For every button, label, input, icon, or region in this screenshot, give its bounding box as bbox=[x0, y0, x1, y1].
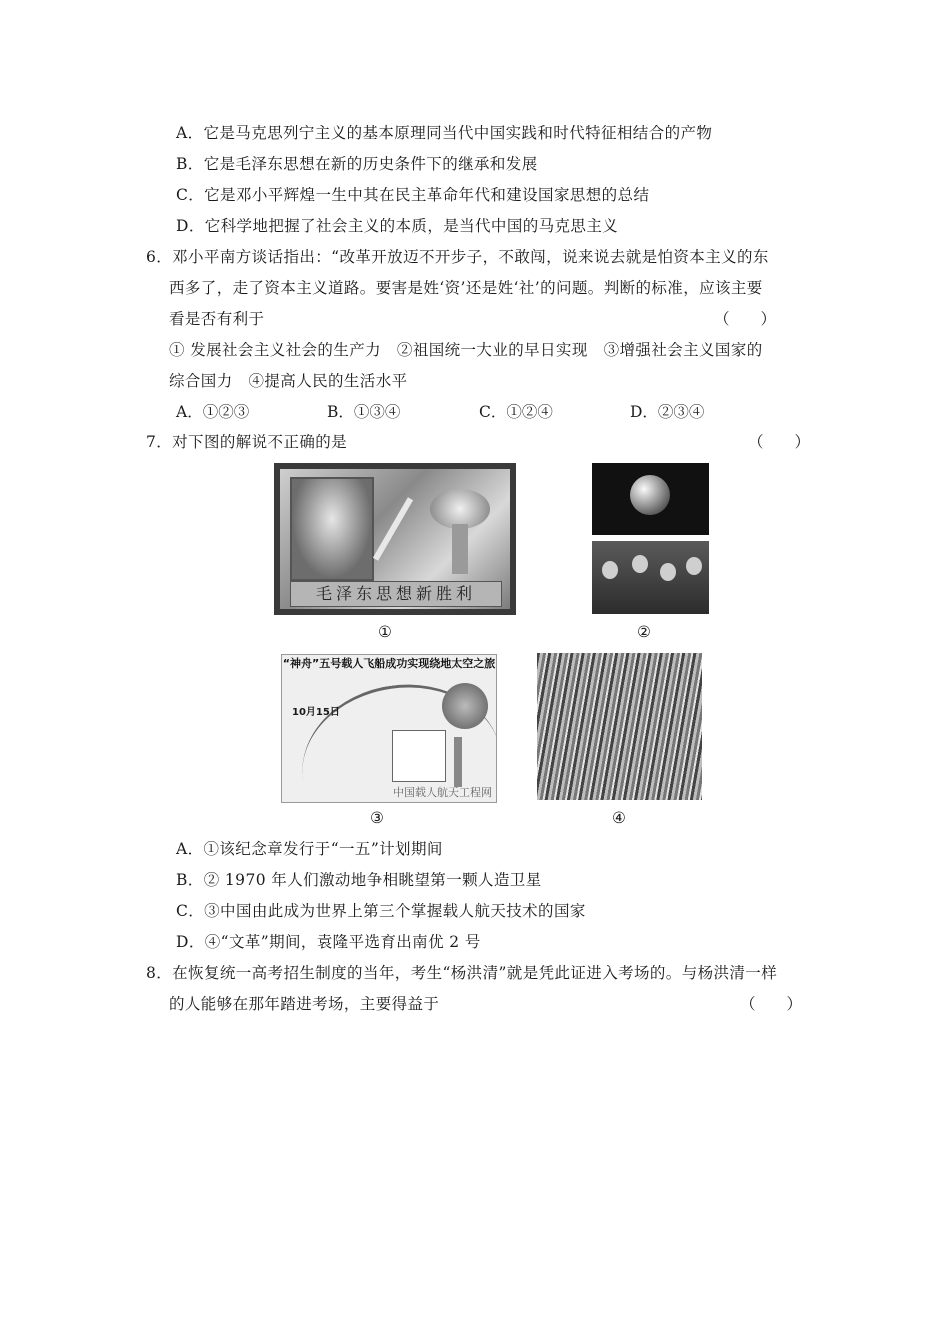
mushroom-cloud-relief bbox=[430, 489, 490, 529]
rice-photo bbox=[537, 653, 702, 800]
q6-option-a: A．①②③ bbox=[176, 403, 250, 421]
q5-option-b: B．它是毛泽东思想在新的历史条件下的继承和发展 bbox=[176, 155, 538, 173]
q7-option-b: B．② 1970 年人们激动地争相眺望第一颗人造卫星 bbox=[176, 871, 542, 889]
q7-answer-bracket: （ ） bbox=[748, 433, 811, 451]
medal-banner-text: 毛泽东思想新胜利 bbox=[290, 581, 502, 607]
q5-option-c: C．它是邓小平辉煌一生中其在民主革命年代和建设国家思想的总结 bbox=[176, 186, 650, 204]
q7-option-d: D．④“文革”期间，袁隆平选育出南优 2 号 bbox=[176, 933, 481, 951]
medal-image bbox=[274, 463, 516, 615]
caption-3: ③ bbox=[370, 809, 384, 827]
q6-answer-bracket: （ ） bbox=[714, 310, 777, 328]
q7-stem: 7．对下图的解说不正确的是 bbox=[146, 433, 348, 451]
mushroom-stem-relief bbox=[452, 524, 468, 574]
medal-plate bbox=[280, 469, 510, 609]
satellite-sphere bbox=[630, 475, 670, 515]
missile-relief bbox=[373, 497, 413, 561]
q6-stem-line3: 看是否有利于 bbox=[169, 310, 265, 328]
q8-stem-line2: 的人能够在那年踏进考场，主要得益于 bbox=[169, 995, 440, 1013]
infographic-date: 10月15日 bbox=[292, 707, 340, 718]
info-panel bbox=[392, 730, 446, 782]
q6-stem-line2: 西多了，走了资本主义道路。要害是姓‘资’还是姓‘社’的问题。判断的标准，应该主要 bbox=[169, 279, 763, 297]
q5-option-d: D．它科学地把握了社会主义的本质，是当代中国的马克思主义 bbox=[176, 217, 619, 235]
face bbox=[602, 561, 618, 579]
q8-answer-bracket: （ ） bbox=[740, 995, 803, 1013]
infographic-title: “神舟”五号载人飞船成功实现绕地太空之旅 bbox=[282, 657, 496, 670]
q6-option-c: C．①②④ bbox=[479, 403, 553, 421]
portrait-relief bbox=[290, 477, 374, 581]
rocket-graphic bbox=[454, 737, 462, 787]
q6-stem-line1: 6．邓小平南方谈话指出：“改革开放迈不开步子，不敢闯，说来说去就是怕资本主义的东 bbox=[146, 248, 769, 266]
q8-stem-line1: 8．在恢复统一高考招生制度的当年，考生“杨洪清”就是凭此证进入考场的。与杨洪清一样 bbox=[146, 964, 778, 982]
q6-option-b: B．①③④ bbox=[327, 403, 401, 421]
caption-2: ② bbox=[637, 623, 651, 641]
face bbox=[686, 557, 702, 575]
satellite-crowd-image bbox=[592, 463, 709, 614]
q7-option-a: A．①该纪念章发行于“一五”计划期间 bbox=[176, 840, 443, 858]
q5-option-a: A．它是马克思列宁主义的基本原理同当代中国实践和时代特征相结合的产物 bbox=[176, 124, 713, 142]
crowd-photo bbox=[592, 541, 709, 614]
satellite-photo bbox=[592, 463, 709, 535]
infographic-footer: 中国载人航天工程网 bbox=[393, 786, 492, 799]
face bbox=[660, 563, 676, 581]
q6-items-line1: ① 发展社会主义社会的生产力 ②祖国统一大业的早日实现 ③增强社会主义国家的 bbox=[169, 341, 763, 359]
earth-graphic bbox=[442, 683, 488, 729]
face bbox=[632, 555, 648, 573]
caption-1: ① bbox=[378, 623, 392, 641]
q6-items-line2: 综合国力 ④提高人民的生活水平 bbox=[169, 372, 408, 390]
q7-option-c: C．③中国由此成为世界上第三个掌握载人航天技术的国家 bbox=[176, 902, 586, 920]
q6-option-d: D．②③④ bbox=[630, 403, 705, 421]
shenzhou-infographic bbox=[281, 654, 497, 803]
caption-4: ④ bbox=[612, 809, 626, 827]
